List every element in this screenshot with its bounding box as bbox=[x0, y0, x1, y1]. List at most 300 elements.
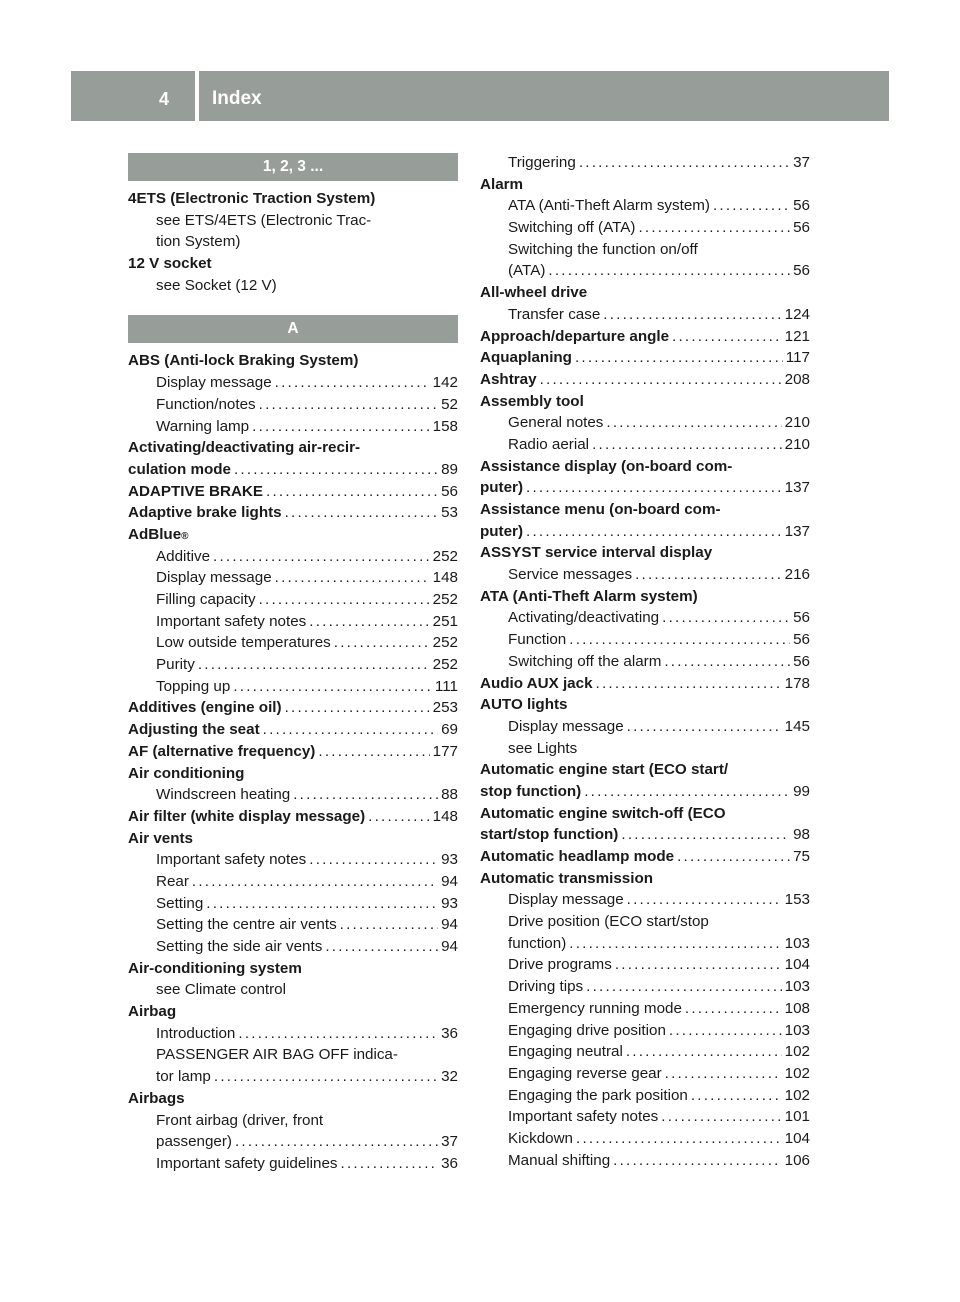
dot-leader bbox=[575, 347, 783, 369]
page-reference[interactable]: 102 bbox=[784, 1064, 810, 1082]
index-entry[interactable] bbox=[480, 1128, 810, 1150]
dot-leader bbox=[275, 567, 430, 589]
page-reference[interactable]: 252 bbox=[432, 656, 458, 674]
index-entry-text: Engaging reverse gear bbox=[508, 1064, 662, 1082]
index-entry-text: see Lights bbox=[508, 739, 578, 757]
index-entry bbox=[128, 437, 458, 459]
page-reference[interactable]: 210 bbox=[784, 414, 810, 432]
index-entry[interactable] bbox=[480, 933, 810, 955]
index-entry-text: tor lamp bbox=[156, 1068, 211, 1086]
dot-leader bbox=[685, 998, 782, 1020]
index-entry bbox=[480, 586, 810, 608]
index-entry[interactable] bbox=[480, 195, 810, 217]
dot-leader bbox=[677, 846, 790, 868]
index-entry-text: Air filter (white display message) bbox=[128, 807, 366, 825]
dot-leader bbox=[192, 871, 438, 893]
index-entry-text: Topping up bbox=[156, 677, 231, 695]
page-reference[interactable]: 32 bbox=[441, 1068, 458, 1086]
index-entry bbox=[128, 958, 458, 980]
dot-leader bbox=[615, 954, 782, 976]
index-entry[interactable] bbox=[128, 546, 458, 568]
page-reference[interactable]: 56 bbox=[793, 609, 810, 627]
index-entry[interactable] bbox=[128, 654, 458, 676]
page-reference[interactable]: 124 bbox=[784, 305, 810, 323]
dot-leader bbox=[661, 1106, 781, 1128]
index-entry[interactable] bbox=[128, 1066, 458, 1088]
dot-leader bbox=[592, 434, 782, 456]
index-entry[interactable] bbox=[480, 998, 810, 1020]
dot-leader bbox=[526, 477, 782, 499]
index-entry[interactable] bbox=[128, 416, 458, 438]
index-entry-text: General notes bbox=[508, 414, 604, 432]
dot-leader bbox=[569, 629, 790, 651]
dot-leader bbox=[691, 1085, 782, 1107]
page-reference[interactable]: 37 bbox=[441, 1133, 458, 1151]
dot-leader bbox=[603, 304, 781, 326]
index-entry-text: Important safety notes bbox=[508, 1108, 659, 1126]
index-entry-text: Assistance display (on-board com- bbox=[480, 457, 733, 475]
page-reference[interactable]: 94 bbox=[441, 872, 458, 890]
index-entry[interactable] bbox=[480, 477, 810, 499]
index-entry-text: Additive bbox=[156, 547, 211, 565]
index-entry-text: Introduction bbox=[156, 1024, 236, 1042]
page-reference[interactable]: 251 bbox=[432, 612, 458, 630]
index-entry-text: Function/notes bbox=[156, 395, 256, 413]
dot-leader bbox=[340, 914, 438, 936]
index-entry[interactable] bbox=[480, 1020, 810, 1042]
page-reference[interactable]: 145 bbox=[784, 717, 810, 735]
index-entry-text: see Socket (12 V) bbox=[156, 276, 277, 294]
index-entry-text: ATA (Anti-Theft Alarm system) bbox=[480, 587, 698, 605]
page-reference[interactable]: 56 bbox=[441, 482, 458, 500]
page-reference[interactable]: 216 bbox=[784, 566, 810, 584]
index-entry[interactable] bbox=[480, 629, 810, 651]
dot-leader bbox=[214, 1066, 438, 1088]
index-entry-text: Air conditioning bbox=[128, 764, 245, 782]
page-reference[interactable]: 94 bbox=[441, 916, 458, 934]
index-entry-text: PASSENGER AIR BAG OFF indica- bbox=[156, 1046, 398, 1064]
index-entry-text: puter) bbox=[480, 522, 524, 540]
index-entry[interactable] bbox=[480, 1106, 810, 1128]
page-reference[interactable]: 142 bbox=[432, 374, 458, 392]
dot-leader bbox=[235, 1131, 438, 1153]
page-reference[interactable]: 178 bbox=[784, 674, 810, 692]
index-entry-text: Engaging the park position bbox=[508, 1086, 688, 1104]
index-entry[interactable] bbox=[480, 347, 810, 369]
dot-leader bbox=[275, 372, 430, 394]
page-reference[interactable]: 252 bbox=[432, 547, 458, 565]
page-reference[interactable]: 103 bbox=[784, 1021, 810, 1039]
dot-leader bbox=[263, 719, 438, 741]
page-reference[interactable]: 210 bbox=[784, 435, 810, 453]
page-reference[interactable]: 103 bbox=[784, 978, 810, 996]
index-entry[interactable] bbox=[128, 611, 458, 633]
page-reference[interactable]: 52 bbox=[441, 395, 458, 413]
index-entry bbox=[128, 188, 458, 210]
index-entry bbox=[128, 231, 458, 253]
section-heading-numbers bbox=[128, 153, 458, 181]
page-reference[interactable]: 56 bbox=[793, 219, 810, 237]
dot-leader bbox=[318, 741, 429, 763]
index-entry[interactable] bbox=[480, 1063, 810, 1085]
dot-leader bbox=[635, 564, 782, 586]
dot-leader bbox=[626, 1041, 782, 1063]
index-entry-text: Automatic transmission bbox=[480, 869, 654, 887]
index-entry[interactable] bbox=[480, 412, 810, 434]
index-entry[interactable] bbox=[480, 954, 810, 976]
index-entry[interactable] bbox=[480, 607, 810, 629]
index-entry-text: Switching off (ATA) bbox=[508, 219, 636, 237]
index-entry[interactable] bbox=[128, 806, 458, 828]
dot-leader bbox=[672, 326, 782, 348]
index-entry-text: Approach/departure angle bbox=[480, 327, 670, 345]
dot-leader bbox=[569, 933, 781, 955]
index-entry-text: Filling capacity bbox=[156, 591, 256, 608]
dot-leader bbox=[213, 546, 430, 568]
index-entry[interactable] bbox=[480, 716, 810, 738]
page-reference[interactable]: 37 bbox=[793, 154, 810, 171]
index-entry[interactable] bbox=[480, 1085, 810, 1107]
page-title: Index bbox=[212, 88, 262, 109]
index-entry[interactable] bbox=[128, 719, 458, 741]
index-entry-text: Setting the centre air vents bbox=[156, 916, 337, 934]
dot-leader bbox=[662, 607, 790, 629]
index-entry[interactable] bbox=[480, 326, 810, 348]
dot-leader bbox=[259, 589, 430, 611]
page-reference[interactable]: 253 bbox=[432, 699, 458, 717]
page-reference[interactable]: 117 bbox=[785, 349, 810, 367]
dot-leader bbox=[713, 195, 790, 217]
index-entry-text: Setting the side air vents bbox=[156, 938, 323, 955]
page-reference[interactable]: 99 bbox=[793, 782, 810, 800]
page-reference[interactable]: 89 bbox=[441, 460, 458, 478]
index-entry-text: Front airbag (driver, front bbox=[156, 1111, 324, 1129]
index-entry-text: Aquaplaning bbox=[480, 349, 572, 367]
dot-leader bbox=[576, 1128, 782, 1150]
index-entry bbox=[128, 1110, 458, 1132]
page-reference[interactable]: 104 bbox=[784, 956, 810, 974]
index-entry-text: ABS (Anti-lock Braking System) bbox=[128, 352, 359, 370]
index-entry bbox=[128, 350, 458, 372]
index-entry-text: Engaging neutral bbox=[508, 1043, 623, 1061]
page-reference[interactable]: 94 bbox=[441, 938, 458, 955]
page-reference[interactable]: 36 bbox=[441, 1024, 458, 1042]
index-entry-text: Important safety notes bbox=[156, 612, 307, 630]
page-reference[interactable]: 104 bbox=[784, 1129, 810, 1147]
page-reference[interactable]: 208 bbox=[784, 370, 810, 388]
index-entry[interactable] bbox=[480, 217, 810, 239]
index-entry-text: Warning lamp bbox=[156, 417, 250, 435]
index-entry-text: Emergency running mode bbox=[508, 999, 682, 1017]
index-entry[interactable] bbox=[128, 502, 458, 524]
dot-leader bbox=[285, 697, 430, 719]
page-reference[interactable]: 88 bbox=[441, 786, 458, 804]
index-entry-text: tion System) bbox=[156, 233, 241, 251]
page-reference[interactable]: 56 bbox=[793, 652, 810, 670]
index-entry-text: Activating/deactivating air-recir- bbox=[128, 439, 361, 457]
dot-leader bbox=[234, 459, 438, 481]
index-entry[interactable] bbox=[128, 893, 458, 915]
index-entry[interactable] bbox=[480, 781, 810, 803]
index-entry[interactable] bbox=[480, 976, 810, 998]
index-entry-text: start/stop function) bbox=[480, 826, 619, 844]
index-entry[interactable] bbox=[128, 1023, 458, 1045]
index-entry bbox=[480, 391, 810, 413]
page-number: 4 bbox=[159, 89, 170, 109]
index-entry[interactable] bbox=[128, 871, 458, 893]
index-entry-text: Windscreen heating bbox=[156, 786, 291, 804]
page-reference[interactable]: 153 bbox=[784, 891, 810, 909]
index-entry-text: Additives (engine oil) bbox=[128, 699, 282, 717]
index-entry bbox=[480, 174, 810, 196]
section-heading-label: 1, 2, 3 ... bbox=[262, 158, 324, 175]
dot-leader bbox=[285, 502, 438, 524]
index-entry bbox=[480, 759, 810, 781]
index-entry[interactable] bbox=[480, 673, 810, 695]
index-entry bbox=[480, 911, 810, 933]
index-entry-text: Display message bbox=[508, 717, 624, 735]
page-reference[interactable]: 103 bbox=[784, 934, 810, 952]
index-entry-text: Triggering bbox=[508, 154, 576, 171]
index-entry[interactable] bbox=[480, 152, 810, 174]
index-entry-text: Radio aerial bbox=[508, 435, 590, 453]
dot-leader bbox=[526, 521, 782, 543]
page-reference[interactable]: 121 bbox=[784, 327, 810, 345]
page-reference[interactable]: 53 bbox=[441, 504, 458, 522]
page-reference[interactable]: 148 bbox=[432, 569, 458, 587]
page-reference[interactable]: 75 bbox=[793, 848, 810, 865]
index-entry-text: Switching the function on/off bbox=[508, 240, 698, 258]
index-entry-text: Ashtray bbox=[480, 370, 537, 388]
index-entry bbox=[480, 239, 810, 261]
index-entry-text: Display message bbox=[156, 374, 272, 392]
dot-leader bbox=[548, 260, 790, 282]
page-reference[interactable]: 102 bbox=[784, 1043, 810, 1061]
page-reference[interactable]: 252 bbox=[432, 634, 458, 652]
page-reference[interactable]: 93 bbox=[441, 894, 458, 912]
index-entry-text: Driving tips bbox=[508, 978, 584, 996]
dot-leader bbox=[638, 217, 790, 239]
index-entry[interactable] bbox=[128, 849, 458, 871]
index-entry[interactable] bbox=[128, 481, 458, 503]
header-divider bbox=[195, 71, 199, 121]
index-entry[interactable] bbox=[128, 589, 458, 611]
index-entry[interactable] bbox=[128, 936, 458, 958]
index-entry bbox=[128, 1001, 458, 1023]
index-entry[interactable] bbox=[128, 697, 458, 719]
dot-leader bbox=[293, 784, 438, 806]
dot-leader bbox=[341, 1153, 439, 1175]
page-reference[interactable]: 69 bbox=[441, 721, 458, 739]
index-entry-text: Assembly tool bbox=[480, 392, 584, 410]
page-reference[interactable]: 101 bbox=[784, 1108, 810, 1126]
index-entry[interactable] bbox=[128, 1131, 458, 1153]
index-entry-text: Function bbox=[508, 631, 567, 649]
index-entry bbox=[480, 542, 810, 564]
index-entry[interactable] bbox=[480, 1041, 810, 1063]
page-reference[interactable]: 106 bbox=[784, 1151, 810, 1169]
index-entry-text: stop function) bbox=[480, 782, 582, 800]
index-entry bbox=[128, 1044, 458, 1066]
section-heading-label: A bbox=[287, 320, 299, 338]
index-entry-text: Airbag bbox=[128, 1003, 177, 1021]
page-reference[interactable]: 252 bbox=[432, 591, 458, 608]
dot-leader bbox=[621, 824, 790, 846]
index-entry-text: Alarm bbox=[480, 175, 524, 193]
index-entry[interactable] bbox=[480, 434, 810, 456]
dot-leader bbox=[206, 893, 438, 915]
page-reference[interactable]: 36 bbox=[441, 1154, 458, 1172]
index-entry-text: Adjusting the seat bbox=[128, 721, 260, 739]
index-entry[interactable] bbox=[128, 567, 458, 589]
index-entry-text: Display message bbox=[156, 569, 272, 587]
index-entry-text: Automatic engine start (ECO start/ bbox=[480, 761, 729, 779]
index-entry-text: Important safety notes bbox=[156, 851, 307, 869]
dot-leader bbox=[540, 369, 782, 391]
index-entry-text: AUTO lights bbox=[480, 696, 568, 714]
index-entry-text: culation mode bbox=[128, 460, 231, 478]
dot-leader bbox=[596, 673, 782, 695]
index-entry-text: Service messages bbox=[508, 566, 633, 584]
page-reference[interactable]: 137 bbox=[784, 479, 810, 497]
index-entry[interactable] bbox=[480, 846, 810, 868]
index-entry-text: Manual shifting bbox=[508, 1151, 611, 1169]
index-entry-text: puter) bbox=[480, 479, 524, 497]
index-entry[interactable] bbox=[480, 369, 810, 391]
index-entry[interactable] bbox=[480, 260, 810, 282]
index-entry bbox=[480, 868, 810, 890]
index-entry bbox=[128, 828, 458, 850]
page-reference[interactable]: 111 bbox=[434, 677, 458, 695]
index-entry-text: (ATA) bbox=[508, 262, 546, 280]
page-reference[interactable]: 56 bbox=[793, 262, 810, 280]
index-entry-text: Airbags bbox=[128, 1089, 185, 1107]
dot-leader bbox=[368, 806, 429, 828]
index-entry-text: Kickdown bbox=[508, 1129, 573, 1147]
index-entry[interactable] bbox=[480, 889, 810, 911]
index-entry-text: Drive programs bbox=[508, 956, 612, 974]
index-entry bbox=[128, 275, 458, 297]
index-entry bbox=[480, 499, 810, 521]
dot-leader bbox=[586, 976, 782, 998]
dot-leader bbox=[259, 394, 438, 416]
index-entry-text: Engaging drive position bbox=[508, 1021, 666, 1039]
dot-leader bbox=[309, 611, 429, 633]
index-entry[interactable] bbox=[128, 676, 458, 698]
page-reference[interactable]: 158 bbox=[432, 417, 458, 435]
index-entry-text: Transfer case bbox=[508, 305, 601, 323]
page-reference[interactable]: 56 bbox=[793, 631, 810, 649]
index-entry[interactable] bbox=[128, 914, 458, 936]
page-reference[interactable]: 56 bbox=[793, 197, 810, 215]
dot-leader bbox=[627, 889, 782, 911]
index-entry-text: ADAPTIVE BRAKE bbox=[128, 482, 264, 500]
dot-leader bbox=[613, 1150, 782, 1172]
index-entry bbox=[128, 1088, 458, 1110]
index-entry-text: Display message bbox=[508, 891, 624, 909]
index-entry[interactable] bbox=[128, 632, 458, 654]
index-entry[interactable] bbox=[128, 459, 458, 481]
index-entry-text: Audio AUX jack bbox=[480, 674, 593, 692]
index-entry-text: see ETS/4ETS (Electronic Trac- bbox=[156, 211, 372, 229]
index-entry[interactable] bbox=[480, 564, 810, 586]
page-reference[interactable]: 102 bbox=[784, 1086, 810, 1104]
index-entry[interactable] bbox=[128, 1153, 458, 1175]
index-entry[interactable] bbox=[128, 784, 458, 806]
index-entry-text: AF (alternative frequency) bbox=[128, 742, 316, 760]
page-reference[interactable]: 93 bbox=[441, 851, 458, 869]
dot-leader bbox=[579, 152, 790, 174]
dot-leader bbox=[606, 412, 781, 434]
index-entry[interactable] bbox=[128, 372, 458, 394]
index-entry-text: Activating/deactivating bbox=[508, 609, 660, 627]
index-entry-text: Assistance menu (on-board com- bbox=[480, 501, 721, 518]
index-entry bbox=[480, 456, 810, 478]
index-entry[interactable] bbox=[128, 394, 458, 416]
index-entry-text: function) bbox=[508, 934, 567, 952]
index-entry-text: Low outside temperatures bbox=[156, 634, 331, 652]
index-entry bbox=[480, 282, 810, 304]
index-entry-text: Important safety guidelines bbox=[156, 1154, 338, 1172]
index-entry[interactable] bbox=[480, 304, 810, 326]
index-entry-text: Automatic engine switch-off (ECO bbox=[480, 804, 726, 822]
dot-leader bbox=[584, 781, 790, 803]
index-entry[interactable] bbox=[480, 824, 810, 846]
index-entry-text: Rear bbox=[156, 872, 189, 890]
index-entry: AdBlue ® bbox=[128, 524, 458, 546]
index-entry bbox=[480, 803, 810, 825]
page-reference[interactable]: 177 bbox=[432, 742, 458, 760]
dot-leader bbox=[325, 936, 438, 958]
dot-leader bbox=[233, 676, 432, 698]
dot-leader bbox=[252, 416, 430, 438]
dot-leader bbox=[334, 632, 430, 654]
index-entry[interactable] bbox=[480, 1150, 810, 1172]
index-entry[interactable] bbox=[480, 651, 810, 673]
index-entry[interactable] bbox=[128, 741, 458, 763]
index-entry bbox=[480, 694, 810, 716]
index-entry-text: Adaptive brake lights bbox=[128, 504, 282, 522]
dot-leader bbox=[238, 1023, 438, 1045]
dot-leader bbox=[309, 849, 438, 871]
index-column-left bbox=[128, 153, 458, 1175]
index-entry-text: 12 V socket bbox=[128, 255, 212, 273]
dot-leader bbox=[665, 1063, 782, 1085]
page-reference[interactable]: 108 bbox=[784, 999, 810, 1017]
index-entry[interactable] bbox=[480, 521, 810, 543]
index-entry-text: Drive position (ECO start/stop bbox=[508, 913, 709, 931]
index-entry bbox=[128, 210, 458, 232]
section-heading-a bbox=[128, 315, 458, 343]
page-reference[interactable]: 148 bbox=[432, 807, 458, 825]
index-entry-text: Air-conditioning system bbox=[128, 959, 302, 977]
index-entry-text: Setting bbox=[156, 894, 204, 912]
page-reference[interactable]: 137 bbox=[784, 522, 810, 540]
dot-leader bbox=[664, 651, 790, 673]
page-reference[interactable]: 98 bbox=[793, 826, 810, 844]
dot-leader bbox=[669, 1020, 782, 1042]
index-entry bbox=[128, 253, 458, 275]
index-entry-text: Automatic headlamp mode bbox=[480, 848, 675, 865]
index-entry-text: Switching off the alarm bbox=[508, 652, 662, 670]
index-entry-text: ASSYST service interval display bbox=[480, 544, 713, 562]
index-entry-text: 4ETS (Electronic Traction System) bbox=[128, 190, 376, 207]
index-entry-text: Purity bbox=[156, 656, 195, 674]
index-entry-text: Air vents bbox=[128, 829, 193, 847]
dot-leader bbox=[198, 654, 430, 676]
index-entry bbox=[480, 738, 810, 760]
index-entry-text: passenger) bbox=[156, 1133, 232, 1151]
